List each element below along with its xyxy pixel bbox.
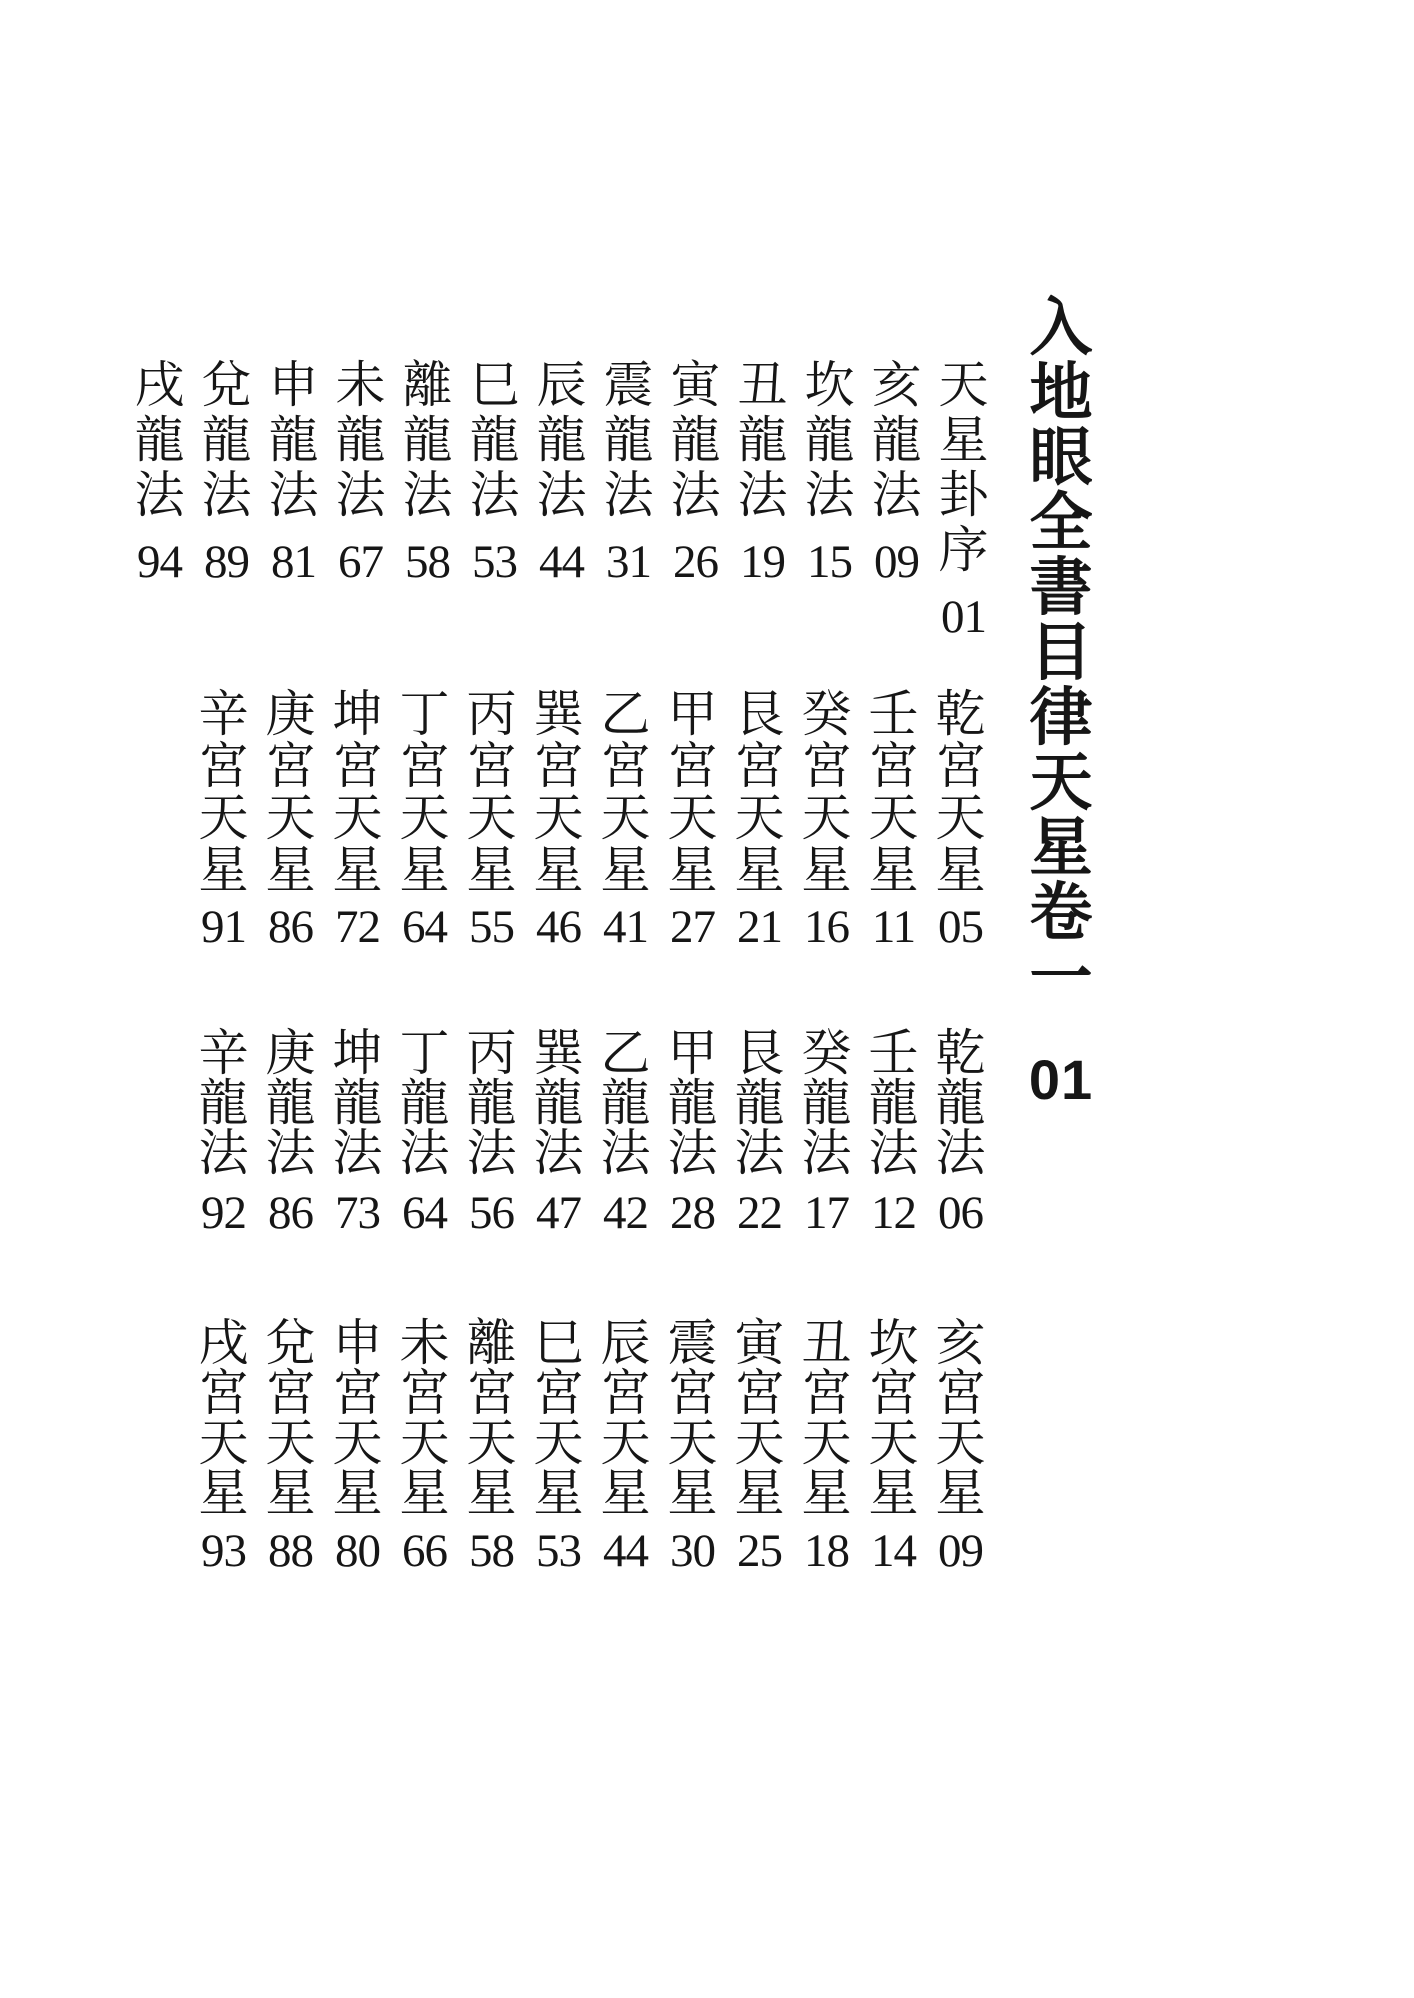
toc-entry — [793, 688, 860, 951]
toc-entry-label: 乙龍法 — [600, 1025, 651, 1181]
toc-entry — [391, 688, 458, 951]
toc-entry — [458, 688, 525, 951]
toc-entry — [126, 358, 193, 641]
toc-entry — [190, 688, 257, 951]
toc-group-3 — [190, 1025, 994, 1239]
toc-entry — [860, 688, 927, 951]
toc-entry — [190, 1025, 257, 1239]
toc-entry-label: 辰龍法 — [536, 357, 587, 523]
toc-entry — [525, 1315, 592, 1577]
toc-entry-label: 亥龍法 — [871, 357, 922, 523]
toc-entry — [257, 1315, 324, 1577]
toc-entry-page: 46 — [536, 901, 581, 953]
toc-entry — [391, 1025, 458, 1239]
toc-entry-page: 81 — [271, 536, 316, 588]
toc-entry-label: 癸龍法 — [801, 1025, 852, 1181]
toc-entry-page: 31 — [606, 536, 651, 588]
toc-entry-page: 09 — [938, 1525, 983, 1577]
toc-entry-page: 56 — [469, 1187, 514, 1239]
toc-group-2 — [190, 688, 994, 951]
toc-entry-label: 壬宮天星 — [868, 686, 919, 898]
toc-entry-page: 67 — [338, 536, 383, 588]
toc-entry — [394, 358, 461, 641]
toc-entry — [324, 1025, 391, 1239]
toc-entry — [595, 358, 662, 641]
toc-entry — [659, 1025, 726, 1239]
toc-entry — [927, 1025, 994, 1239]
toc-entry-page: 88 — [268, 1525, 313, 1577]
toc-entry-page: 44 — [539, 536, 584, 588]
toc-entry-page: 06 — [938, 1187, 983, 1239]
toc-entry-label: 坎宮天星 — [868, 1315, 919, 1521]
toc-entry-page: 58 — [405, 536, 450, 588]
toc-entry-page: 12 — [871, 1187, 916, 1239]
toc-entry — [525, 1025, 592, 1239]
book-title-page-number: 01 — [1028, 1048, 1094, 1111]
toc-entry — [391, 1315, 458, 1577]
toc-entry-label: 坎龍法 — [804, 357, 855, 523]
toc-entry-page: 01 — [941, 591, 986, 643]
toc-entry — [260, 358, 327, 641]
toc-group-1 — [126, 358, 997, 641]
toc-entry-page: 72 — [335, 901, 380, 953]
toc-entry — [927, 1315, 994, 1577]
toc-entry — [525, 688, 592, 951]
toc-entry — [793, 1315, 860, 1577]
toc-entry — [458, 1315, 525, 1577]
toc-entry-page: 55 — [469, 901, 514, 953]
toc-entry-page: 16 — [804, 901, 849, 953]
toc-entry-label: 巳宮天星 — [533, 1315, 584, 1521]
toc-entry — [863, 358, 930, 641]
toc-group-4 — [190, 1315, 994, 1577]
toc-entry — [324, 688, 391, 951]
toc-entry-label: 艮宮天星 — [734, 686, 785, 898]
toc-entry — [662, 358, 729, 641]
toc-entry-page: 80 — [335, 1525, 380, 1577]
toc-entry-label: 兌宮天星 — [265, 1315, 316, 1521]
toc-entry-page: 19 — [740, 536, 785, 588]
toc-entry-page: 41 — [603, 901, 648, 953]
toc-entry-label: 庚宮天星 — [265, 686, 316, 898]
toc-entry — [461, 358, 528, 641]
toc-entry-label: 申宮天星 — [332, 1315, 383, 1521]
toc-entry — [257, 688, 324, 951]
toc-entry-label: 丁龍法 — [399, 1025, 450, 1181]
toc-entry-label: 戌宮天星 — [198, 1315, 249, 1521]
toc-entry — [796, 358, 863, 641]
toc-entry-label: 兌龍法 — [201, 357, 252, 523]
toc-entry — [458, 1025, 525, 1239]
toc-entry-label: 庚龍法 — [265, 1025, 316, 1181]
toc-entry-label: 天星卦序 — [938, 357, 989, 578]
toc-entry — [659, 688, 726, 951]
toc-entry-label: 乾宮天星 — [935, 686, 986, 898]
toc-entry — [860, 1315, 927, 1577]
toc-entry-page: 26 — [673, 536, 718, 588]
toc-entry-page: 09 — [874, 536, 919, 588]
toc-entry-label: 申龍法 — [268, 357, 319, 523]
toc-entry-page: 53 — [536, 1525, 581, 1577]
toc-entry-page: 28 — [670, 1187, 715, 1239]
toc-entry-page: 05 — [938, 901, 983, 953]
toc-entry — [930, 358, 997, 641]
toc-entry-page: 58 — [469, 1525, 514, 1577]
toc-entry-page: 94 — [137, 536, 182, 588]
toc-entry-page: 15 — [807, 536, 852, 588]
toc-entry-page: 53 — [472, 536, 517, 588]
toc-entry-label: 寅龍法 — [670, 357, 721, 523]
toc-entry — [729, 358, 796, 641]
toc-entry-page: 64 — [402, 1187, 447, 1239]
toc-entry-label: 甲龍法 — [667, 1025, 718, 1181]
toc-entry-page: 86 — [268, 1187, 313, 1239]
toc-entry-label: 坤龍法 — [332, 1025, 383, 1181]
toc-entry-label: 巽宮天星 — [533, 686, 584, 898]
toc-entry-label: 丙宮天星 — [466, 686, 517, 898]
toc-entry-page: 30 — [670, 1525, 715, 1577]
toc-entry — [659, 1315, 726, 1577]
toc-entry-page: 25 — [737, 1525, 782, 1577]
toc-entry-page: 21 — [737, 901, 782, 953]
toc-entry-page: 47 — [536, 1187, 581, 1239]
toc-entry — [257, 1025, 324, 1239]
toc-entry-label: 乾龍法 — [935, 1025, 986, 1181]
toc-entry-label: 丑宮天星 — [801, 1315, 852, 1521]
toc-entry-page: 22 — [737, 1187, 782, 1239]
toc-entry-page: 93 — [201, 1525, 246, 1577]
toc-entry — [592, 1315, 659, 1577]
toc-entry-page: 17 — [804, 1187, 849, 1239]
toc-entry-label: 離宮天星 — [466, 1315, 517, 1521]
toc-entry — [860, 1025, 927, 1239]
toc-entry-label: 丑龍法 — [737, 357, 788, 523]
toc-entry-page: 91 — [201, 901, 246, 953]
toc-entry — [528, 358, 595, 641]
toc-entry — [726, 1025, 793, 1239]
toc-entry-label: 乙宮天星 — [600, 686, 651, 898]
toc-entry-label: 丙龍法 — [466, 1025, 517, 1181]
toc-entry-label: 甲宮天星 — [667, 686, 718, 898]
toc-entry-page: 86 — [268, 901, 313, 953]
toc-entry-label: 辰宮天星 — [600, 1315, 651, 1521]
toc-entry-page: 11 — [871, 901, 916, 953]
toc-entry-label: 寅宮天星 — [734, 1315, 785, 1521]
toc-entry-label: 未宮天星 — [399, 1315, 450, 1521]
book-title-text: 入地眼全書目律天星卷一 — [1029, 293, 1093, 1013]
toc-entry — [726, 688, 793, 951]
toc-entry-page: 27 — [670, 901, 715, 953]
toc-entry-page: 89 — [204, 536, 249, 588]
toc-entry-label: 癸宮天星 — [801, 686, 852, 898]
toc-entry-label: 戌龍法 — [134, 357, 185, 523]
toc-entry — [592, 1025, 659, 1239]
toc-entry-label: 辛宮天星 — [198, 686, 249, 898]
toc-entry-page: 14 — [871, 1525, 916, 1577]
toc-entry — [327, 358, 394, 641]
toc-entry-page: 73 — [335, 1187, 380, 1239]
toc-entry-label: 震宮天星 — [667, 1315, 718, 1521]
toc-entry — [193, 358, 260, 641]
toc-entry-label: 辛龍法 — [198, 1025, 249, 1181]
toc-entry — [592, 688, 659, 951]
toc-entry-page: 44 — [603, 1525, 648, 1577]
toc-entry-label: 震龍法 — [603, 357, 654, 523]
toc-entry-label: 亥宮天星 — [935, 1315, 986, 1521]
book-title — [1024, 293, 1098, 1013]
toc-entry-label: 未龍法 — [335, 357, 386, 523]
toc-entry-page: 92 — [201, 1187, 246, 1239]
toc-entry-label: 艮龍法 — [734, 1025, 785, 1181]
toc-entry-label: 巽龍法 — [533, 1025, 584, 1181]
toc-entry-label: 壬龍法 — [868, 1025, 919, 1181]
toc-entry-page: 64 — [402, 901, 447, 953]
toc-entry-label: 坤宮天星 — [332, 686, 383, 898]
toc-entry — [927, 688, 994, 951]
toc-entry-label: 離龍法 — [402, 357, 453, 523]
toc-entry — [793, 1025, 860, 1239]
toc-entry — [324, 1315, 391, 1577]
toc-entry-page: 42 — [603, 1187, 648, 1239]
toc-entry-page: 18 — [804, 1525, 849, 1577]
toc-entry — [190, 1315, 257, 1577]
toc-entry — [726, 1315, 793, 1577]
toc-entry-page: 66 — [402, 1525, 447, 1577]
toc-entry-label: 巳龍法 — [469, 357, 520, 523]
toc-entry-label: 丁宮天星 — [399, 686, 450, 898]
